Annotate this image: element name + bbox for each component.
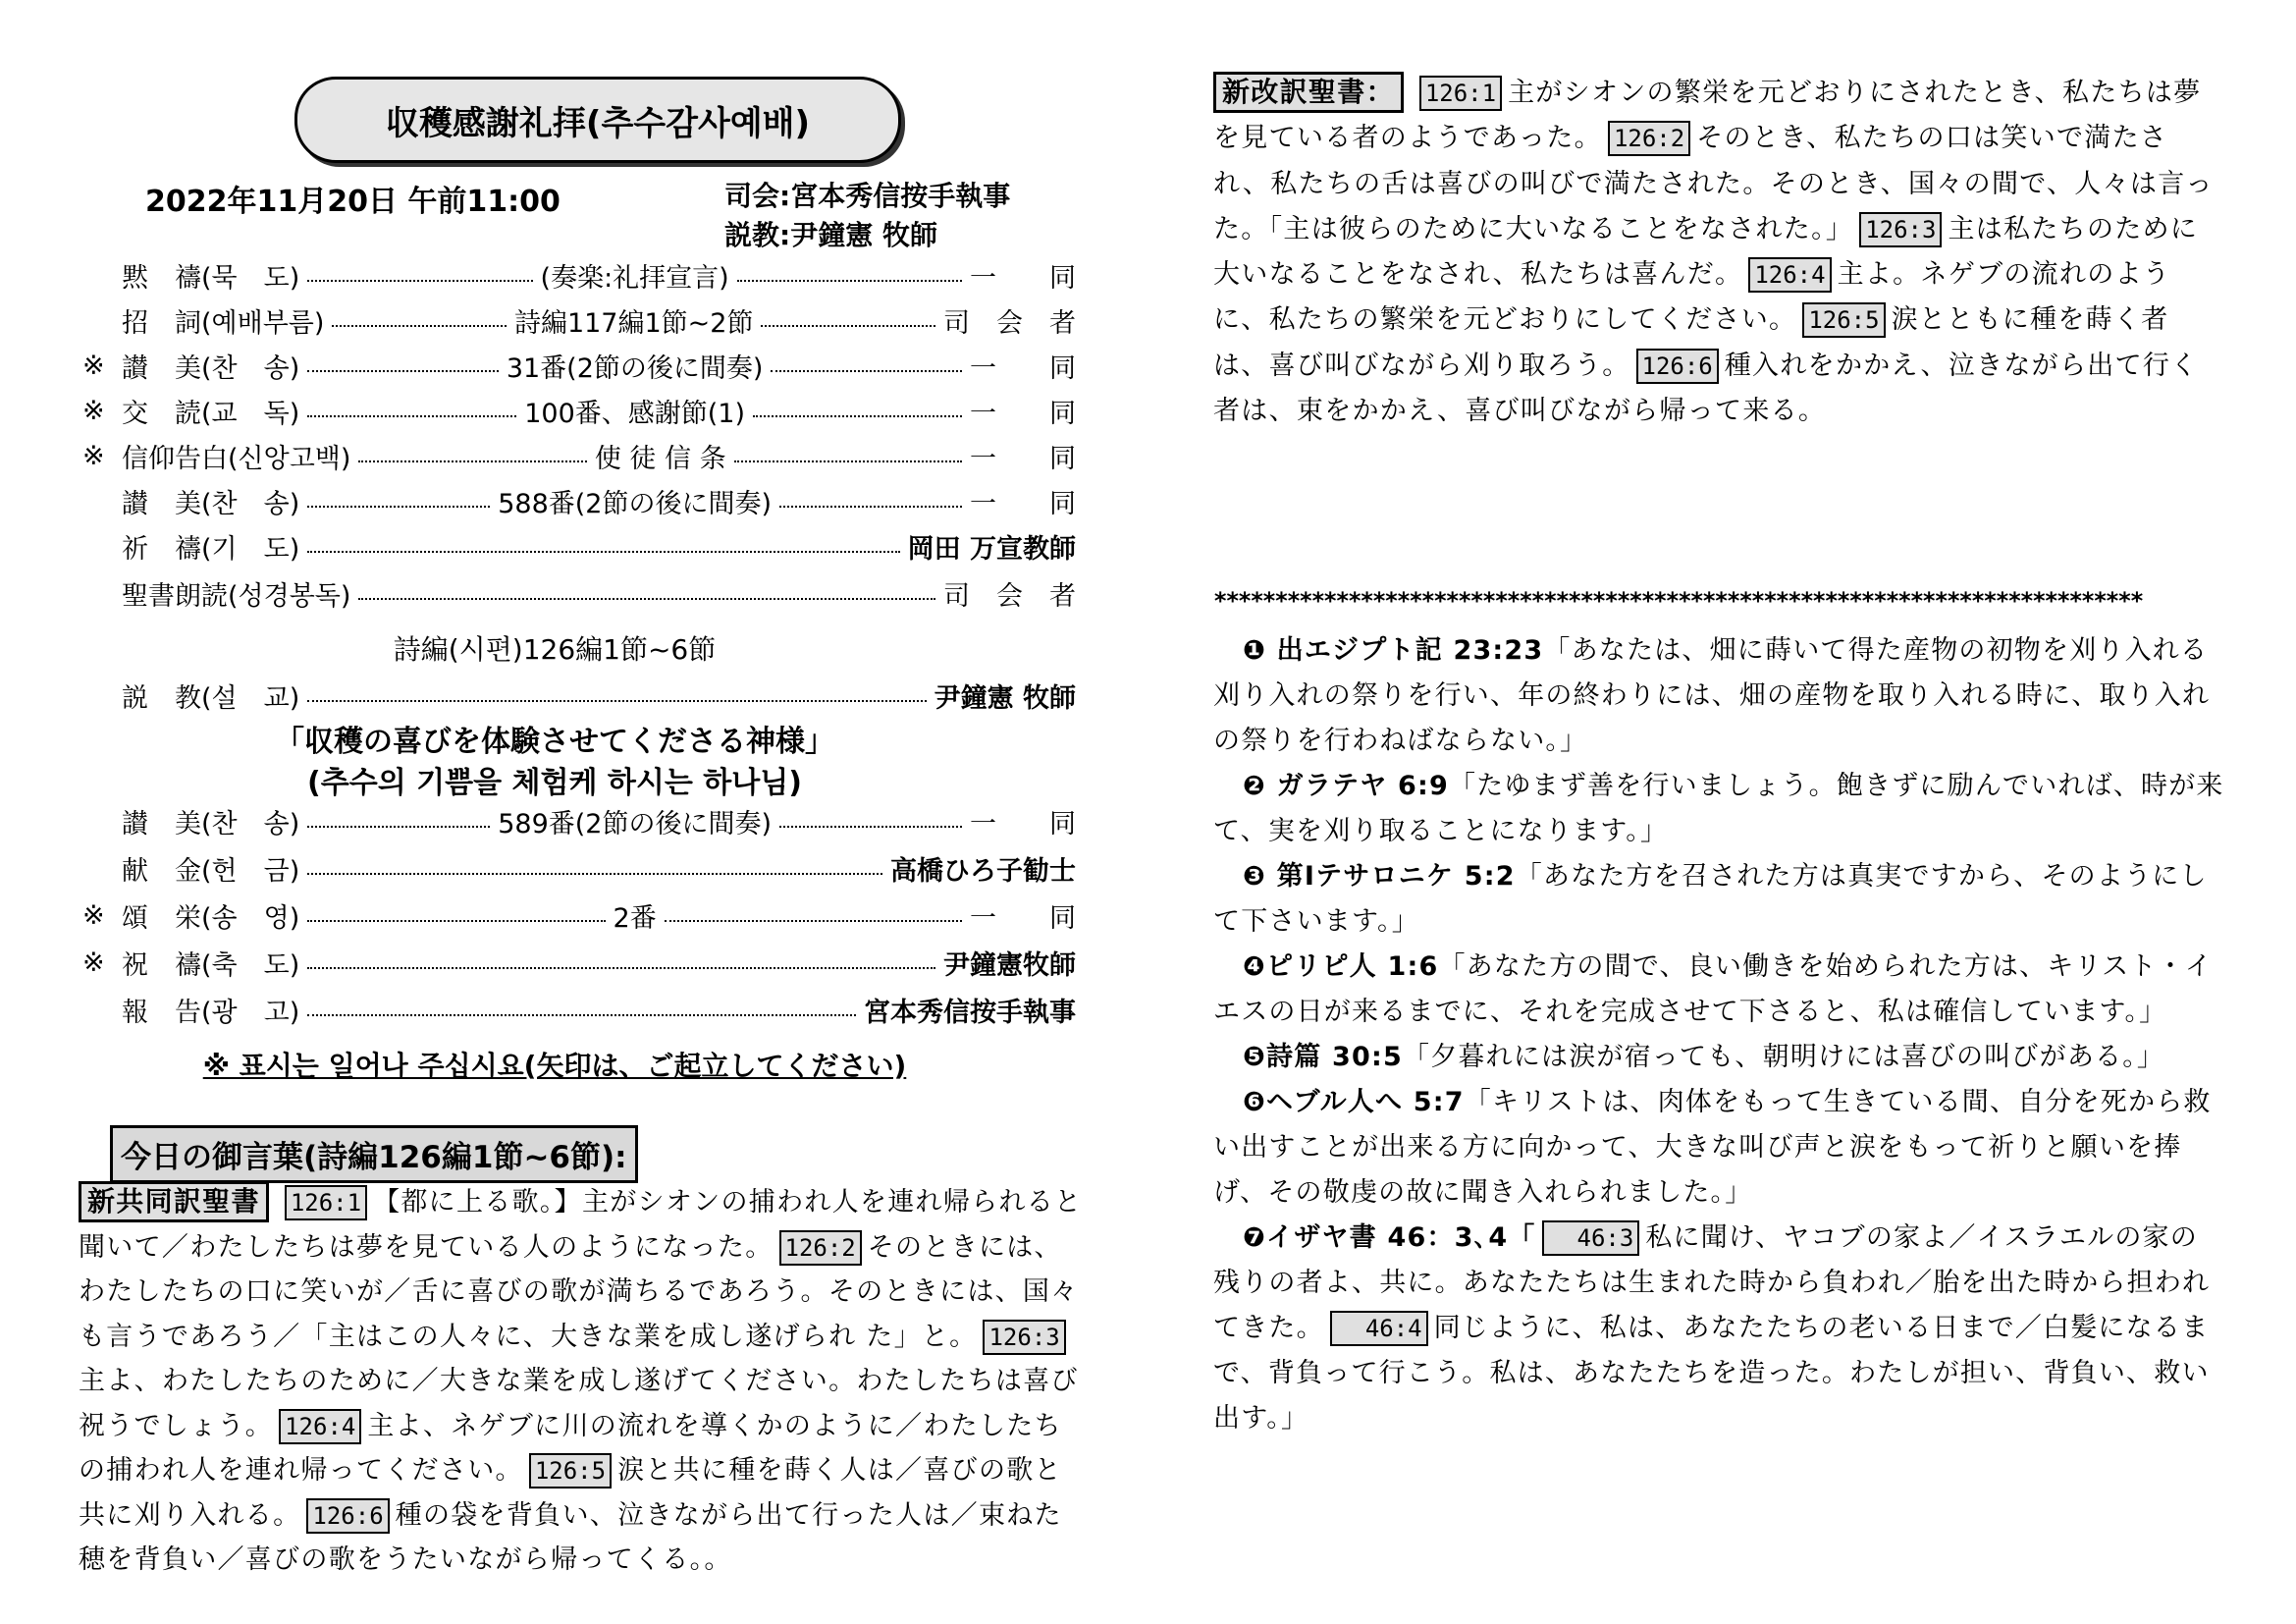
order-row: ※ 交 読(교 독) 100番、感謝節(1) 一 同: [82, 395, 1077, 429]
today-heading: 今日の御言葉(詩編126編1節~6節):: [110, 1125, 638, 1183]
service-date: 2022年11月20日 午前11:00: [145, 185, 561, 219]
left-column: [0, 0, 1109, 1624]
shinkaiyaku-passage: 新改訳聖書： 126:1 主がシオンの繁栄を元どおりにされたとき、私たちは夢を見ている者のようであった。 126:2 そのとき、私たちの口は笑いで満たされ、私たちの舌は喜びの叫びで満たされた。そのとき、国々の間で、人々は言った。「主は彼らのために大いなることをなされた。」 126:3 主は私たちのために大いなることをなされ、私たちは喜んだ。 126:4 主よ。ネゲブの流れのように、私たちの繁栄を元どおりにしてください。 126:5 涙とともに種を蒔く者は、喜び叫びながら刈り取ろう。 126:6 種入れをかかえ、泣きながら出て行く者は、束をかかえ、喜び叫びながら帰って来る。: [1213, 71, 2224, 434]
translation-label: 新共同訳聖書: [79, 1181, 269, 1222]
order-row: ※ 信仰告白(신앙고백) 使 徒 信 条 一 同: [82, 440, 1076, 474]
translation-label: 新改訳聖書：: [1213, 72, 1404, 113]
verse-number: 126:6: [306, 1498, 389, 1534]
verse-number: 126:1: [1419, 76, 1502, 111]
reference-verses: [1213, 628, 2224, 1441]
verse-number: 126:5: [1802, 302, 1885, 338]
reference-item: ❹ピリピ人 1:6「あなた方の間で、良い働きを始められた方は、キリスト・イエスの日が来るまでに、それを完成させて下さると、私は確信しています。」: [1213, 951, 2213, 1027]
order-row: 讃 美(찬 송) 588番(2節の後に間奏) 一 同: [122, 488, 1077, 519]
order-row: 招 詞(예배부름) 詩編117編1節~2節 司 会 者: [122, 307, 1077, 339]
presider: 司会:宮本秀信按手執事: [724, 180, 1011, 212]
standing-note: ※ 표시는 일어나 주십시요(矢印は、ご起立してください): [202, 1050, 907, 1082]
order-row: 黙 禱(묵 도) (奏楽:礼拝宣言) 一 同: [122, 262, 1076, 294]
verse-number: 126:3: [1859, 212, 1942, 247]
scripture-reference: 詩編(시편)126編1節~6節: [393, 633, 717, 666]
reference-item: ❶ 出エジプト記 23:23「あなたは、畑に蒔いて得た産物の初物を刈り入れる刈り入れの祭りを行い、年の終わりには、畑の産物を取り入れる時に、取り入れの祭りを行わねばならない。」: [1213, 635, 2211, 756]
sermon-title-kr: (추수의 기쁨을 체험케 하시는 하나님): [307, 766, 802, 800]
reference-item: ❷ ガラテヤ 6:9「たゆまず善を行いましょう。飽きずに励んでいれば、時が来て、実を刈り取ることになります。」: [1213, 771, 2224, 846]
reference-item: ❸ 第Ⅰテサロニケ 5:2「あなた方を召された方は真実ですから、そのようにして下さいます。」: [1213, 861, 2208, 937]
order-row: 聖書朗読(성경봉독) 司 会 者: [122, 580, 1076, 612]
separator-stars: ****************************************************************************: [1213, 587, 2143, 615]
verse-number: 46:3: [1542, 1220, 1640, 1256]
reference-item: ❺詩篇 30:5「夕暮れには涙が宿っても、朝明けには喜びの叫びがある。」: [1243, 1042, 2165, 1072]
order-row: ※ 讃 美(찬 송) 31番(2節の後に間奏) 一 同: [82, 350, 1076, 384]
verse-number: 46:4: [1330, 1311, 1428, 1346]
verse-number: 126:2: [779, 1230, 862, 1266]
reference-item: ❻ヘブル人へ 5:7「キリストは、肉体をもって生きている間、自分を死から救い出すことが出来る方に向かって、大きな叫び声と涙をもって祈りと願いを捧げ、その敬虔の故に聞き入れられました。」: [1213, 1087, 2212, 1208]
order-row: 報 告(광 고) 宮本秀信按手執事: [122, 997, 1076, 1028]
order-row: 祈 禱(기 도) 岡田 万宣教師: [122, 533, 1076, 565]
order-row: 説 教(설 교) 尹鐘憲 牧師: [122, 682, 1076, 714]
order-row: ※ 祝 禱(축 도) 尹鐘憲牧師: [82, 947, 1076, 981]
service-title: 収穫感謝礼拝(추수감사예배): [294, 77, 901, 163]
preacher: 説教:尹鐘憲 牧師: [724, 219, 937, 251]
reference-item: ❼イザヤ書 46：3､4「 46:3 私に聞け、ヤコブの家よ／イスラエルの家の残りの者よ、共に。あなたたちは生まれた時から負われ／胎を出た時から担われてきた。 46:4 同じように、私は、あなたたちの老いる日まで／白髪になるまで、背負って行こう。私は、あなたたちを造った。わたしが担い、背負い、救い出す。」: [1213, 1222, 2211, 1434]
verse-number: 126:5: [529, 1453, 612, 1489]
verse-number: 126:4: [279, 1409, 361, 1444]
sermon-title-jp: 「収穫の喜びを体験させてくださる神様」: [275, 725, 834, 759]
order-row: 献 金(헌 금) 高橋ひろ子勧士: [122, 855, 1076, 887]
officers: [724, 177, 1010, 255]
shinkyodo-passage: 新共同訳聖書 126:1 【都に上る歌。】主がシオンの捕われ人を連れ帰られると聞いて／わたしたちは夢を見ている人のようになった。 126:2 そのときには、わたしたちの口に笑いが／舌に喜びの歌が満ちるであろう。そのときには、国々も言うであろう／「主はこの人々に、大きな業を成し遂げられ た」と。 126:3主よ、わたしたちのために／大きな業を成し遂げてください。わたしたちは喜び祝うでしょう。 126:4 主よ、ネゲブに川の流れを導くかのように／わたしたちの捕われ人を連れ帰ってください。 126:5 涙と共に種を蒔く人は／喜びの歌と共に刈り入れる。 126:6 種の袋を背負い、泣きながら出て行った人は／束ねた穂を背負い／喜びの歌をうたいながら帰ってくる。。: [79, 1180, 1090, 1583]
verse-number: 126:6: [1636, 349, 1719, 384]
verse-number: 126:4: [1748, 257, 1831, 293]
order-row: ※ 頌 栄(송 영) 2番 一 同: [82, 899, 1077, 934]
order-row: 讃 美(찬 송) 589番(2節の後に間奏) 一 同: [122, 808, 1077, 839]
verse-number: 126:3: [983, 1320, 1065, 1355]
verse-number: 126:2: [1608, 121, 1690, 156]
verse-number: 126:1: [285, 1185, 367, 1220]
